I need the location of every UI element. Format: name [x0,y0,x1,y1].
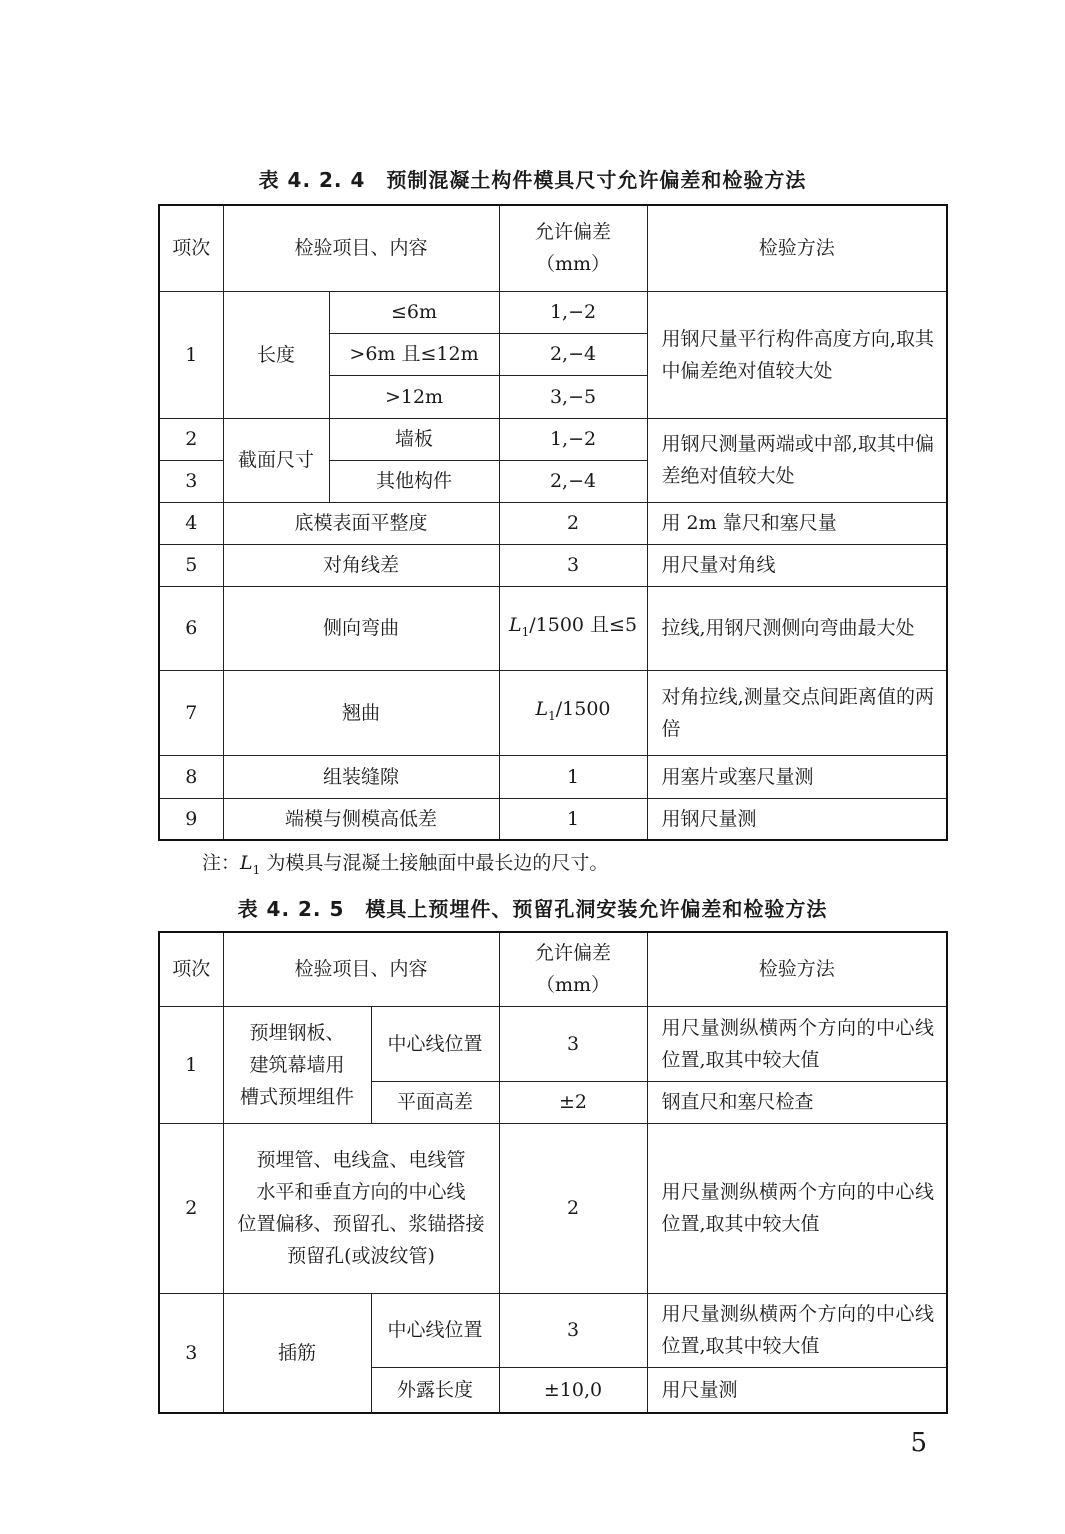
row-method: 用塞片或塞尺量测 [647,755,947,798]
row-method: 用尺量测纵横两个方向的中心线位置,取其中较大值 [647,1123,947,1293]
row-index: 3 [159,1293,223,1413]
header-deviation-unit: （mm） [535,974,611,997]
row-deviation: 3,−5 [499,375,647,418]
row-deviation: 1,−2 [499,291,647,333]
row-method: 用尺量测纵横两个方向的中心线位置,取其中较大值 [647,1293,947,1367]
row-item: 组装缝隙 [223,755,499,798]
row-deviation [499,670,647,755]
row-method: 用 2m 靠尺和塞尺量 [647,502,947,544]
row-subitem: 外露长度 [371,1367,499,1413]
table-header-row [159,205,947,291]
table-row [159,586,947,670]
row-index: 6 [159,586,223,670]
note-variable: L [240,852,253,874]
row-item-line: 预埋钢板、 [249,1021,345,1044]
header-item: 检验项目、内容 [223,205,499,291]
row-method: 用尺量对角线 [647,544,947,586]
row-index: 4 [159,502,223,544]
header-deviation [499,205,647,291]
table-row [159,798,947,840]
row-deviation: ±10,0 [499,1367,647,1413]
row-index: 1 [159,291,223,418]
deviation-variable: L [535,698,549,721]
header-index: 项次 [159,205,223,291]
deviation-value: /1500 [555,698,611,721]
row-method: 用尺量测 [647,1367,947,1413]
note-text: 为模具与混凝土接触面中最长边的尺寸。 [260,852,609,874]
row-item-line: 预埋管、电线盒、电线管 [256,1149,466,1171]
table-row [159,670,947,755]
row-index: 3 [159,460,223,502]
row-deviation [499,586,647,670]
row-item: 插筋 [223,1293,371,1413]
row-subitem: 中心线位置 [371,1293,499,1367]
row-deviation: 1 [499,798,647,840]
deviation-value: /1500 且≤5 [529,613,638,636]
row-item-line: 建筑幕墙用 [249,1053,345,1076]
table-note [202,848,608,877]
header-method: 检验方法 [647,932,947,1006]
deviation-variable: L [508,613,522,636]
row-item: 对角线差 [223,544,499,586]
table-row [159,544,947,586]
row-item-line: 预留孔(或波纹管) [287,1245,435,1267]
row-method: 对角拉线,测量交点间距离值的两倍 [647,670,947,755]
row-deviation: 3 [499,1006,647,1081]
row-subitem: 平面高差 [371,1081,499,1123]
table-row [159,755,947,798]
header-deviation [499,932,647,1006]
row-index: 5 [159,544,223,586]
row-item-line: 槽式预埋组件 [239,1085,354,1108]
row-item-line: 水平和垂直方向的中心线 [256,1181,466,1203]
header-deviation-line1: 允许偏差 [535,221,612,244]
row-index: 9 [159,798,223,840]
note-subscript: 1 [252,862,261,877]
row-index: 2 [159,1123,223,1293]
row-method: 用尺量测纵横两个方向的中心线位置,取其中较大值 [647,1006,947,1081]
row-deviation: 2 [499,1123,647,1293]
table-header-row [159,932,947,1006]
header-deviation-line1: 允许偏差 [535,942,612,965]
row-item: 截面尺寸 [223,418,329,502]
row-item-line: 位置偏移、预留孔、浆锚搭接 [237,1213,485,1235]
table-row [159,1006,947,1081]
row-deviation: 3 [499,1293,647,1367]
table-row [159,418,947,460]
header-deviation-unit: （mm） [535,253,611,276]
tolerance-table-mold-dimensions [158,204,948,841]
tolerance-table-embedded-parts [158,931,948,1414]
row-subitem: 其他构件 [329,460,499,502]
row-index: 8 [159,755,223,798]
row-deviation: 1,−2 [499,418,647,460]
table-row [159,1123,947,1293]
row-deviation: 1 [499,755,647,798]
row-item [223,1123,499,1293]
deviation-subscript: 1 [521,624,530,639]
row-deviation: 2,−4 [499,333,647,375]
table-row [159,502,947,544]
header-index: 项次 [159,932,223,1006]
row-subitem: >6m 且≤12m [329,333,499,375]
row-method: 拉线,用钢尺测侧向弯曲最大处 [647,586,947,670]
row-item: 端模与侧模高低差 [223,798,499,840]
row-item: 翘曲 [223,670,499,755]
row-item: 长度 [223,291,329,418]
header-method: 检验方法 [647,205,947,291]
table-caption: 表 4. 2. 5 模具上预埋件、预留孔洞安装允许偏差和检验方法 [237,897,828,921]
row-method: 用钢尺量测 [647,798,947,840]
page-number: 5 [910,1428,927,1458]
header-item: 检验项目、内容 [223,932,499,1006]
row-deviation: ±2 [499,1081,647,1123]
table-caption: 表 4. 2. 4 预制混凝土构件模具尺寸允许偏差和检验方法 [258,168,807,192]
row-deviation: 3 [499,544,647,586]
row-subitem: 中心线位置 [371,1006,499,1081]
table-row [159,291,947,333]
row-subitem: 墙板 [329,418,499,460]
deviation-subscript: 1 [548,708,556,723]
row-index: 2 [159,418,223,460]
row-deviation: 2 [499,502,647,544]
row-subitem: >12m [329,375,499,418]
row-item: 侧向弯曲 [223,586,499,670]
row-method: 钢直尺和塞尺检查 [647,1081,947,1123]
row-method: 用钢尺测量两端或中部,取其中偏差绝对值较大处 [647,418,947,502]
row-item: 底模表面平整度 [223,502,499,544]
row-index: 7 [159,670,223,755]
row-subitem: ≤6m [329,291,499,333]
row-index: 1 [159,1006,223,1123]
table-row [159,1293,947,1367]
row-deviation: 2,−4 [499,460,647,502]
row-method: 用钢尺量平行构件高度方向,取其中偏差绝对值较大处 [647,291,947,418]
note-prefix: 注： [202,852,241,874]
row-item [223,1006,371,1123]
